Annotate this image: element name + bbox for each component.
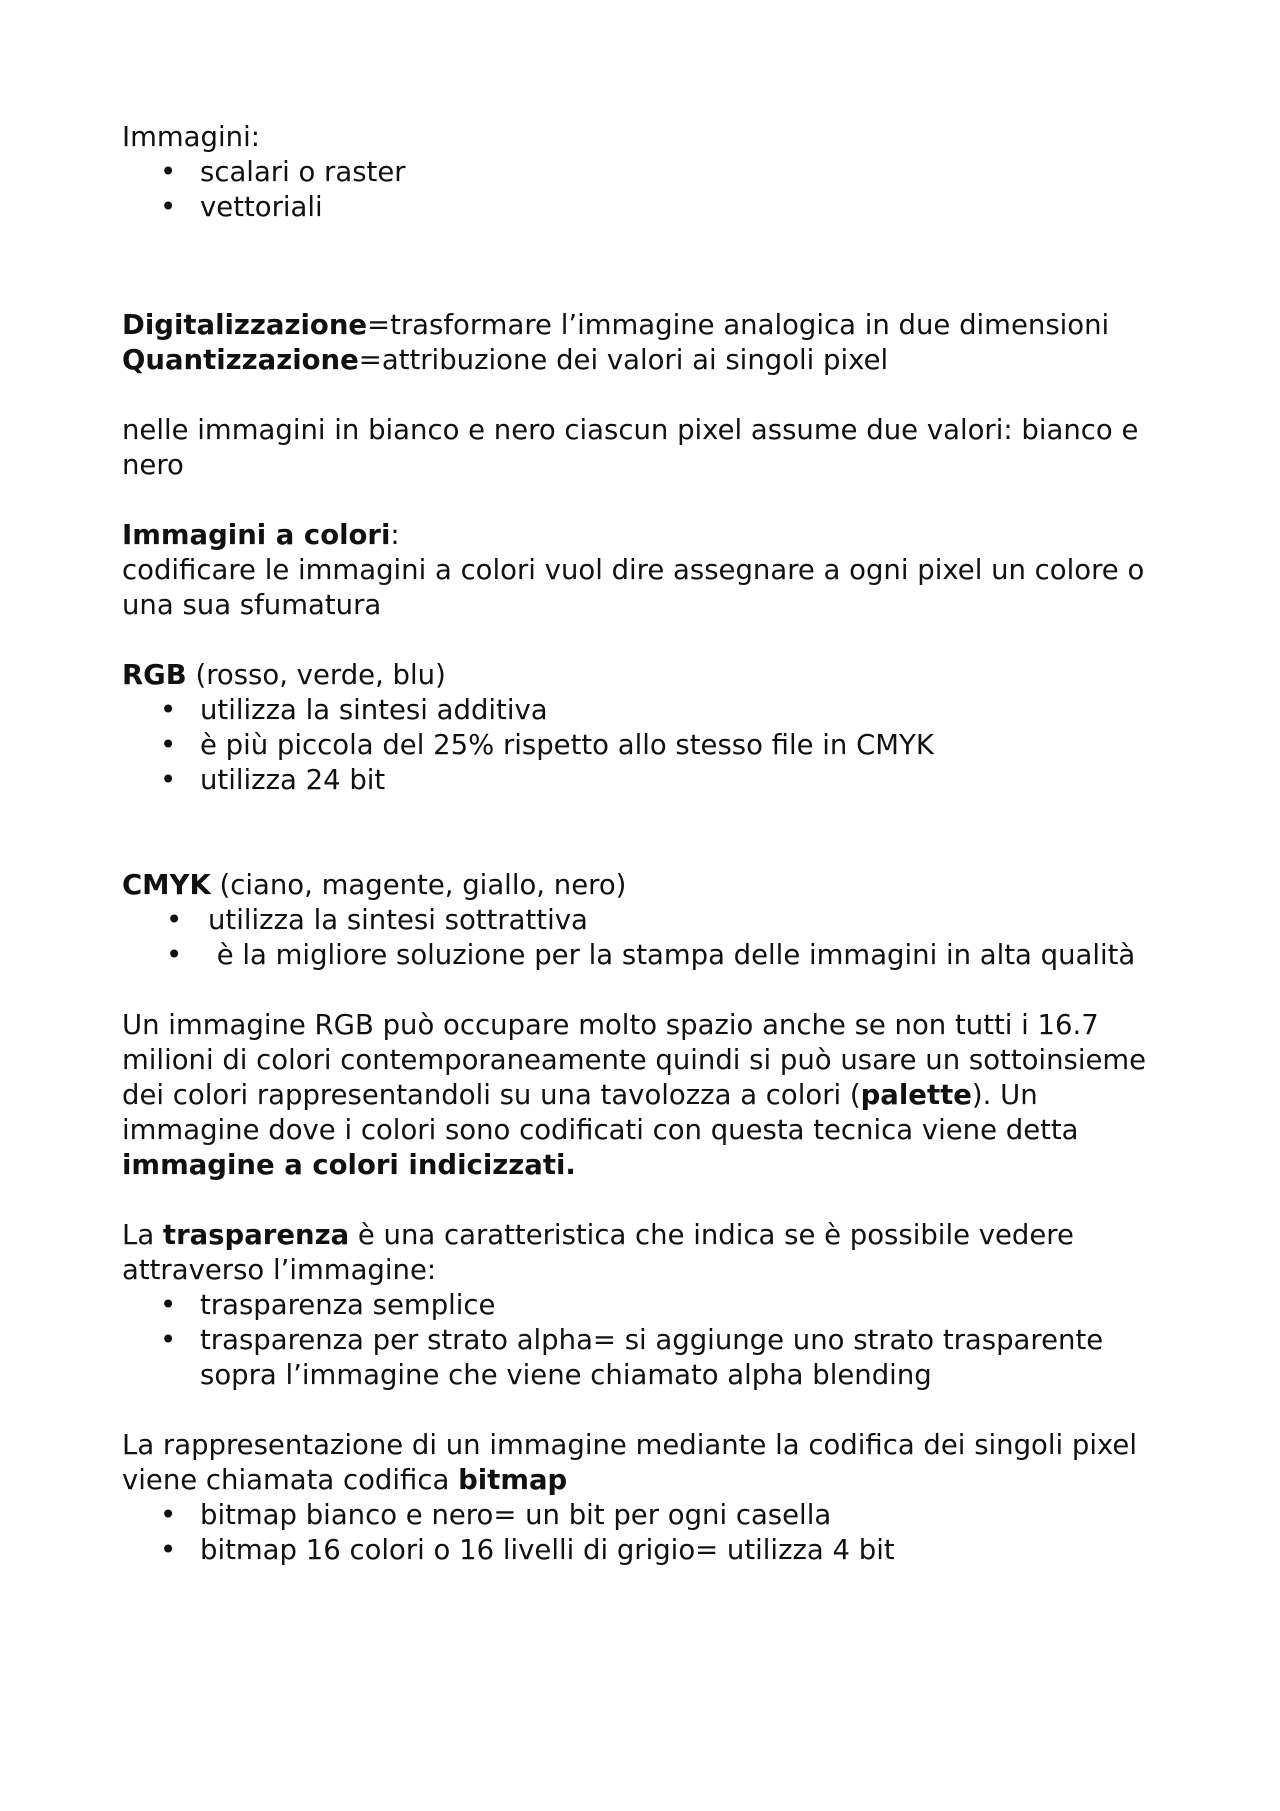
transparency-intro: La <box>122 1219 163 1251</box>
images-list <box>122 155 1182 225</box>
palette-text-2: ). Un immagine dove i colori sono codificati con questa tecnica viene detta <box>122 1079 1079 1146</box>
digitalizzazione-definition <box>122 308 1182 343</box>
color-images-text: codificare le immagini a colori vuol dire assegnare a ogni pixel un colore o una sua sfumatura <box>122 554 1145 621</box>
rgb-desc: (rosso, verde, blu) <box>186 659 446 691</box>
color-images-colon: : <box>390 519 400 551</box>
images-heading: Immagini: <box>122 121 260 153</box>
list-item: • è più piccola del 25% rispetto allo stesso file in CMYK <box>122 728 1182 763</box>
list-item: • vettoriali <box>122 190 1182 225</box>
list-item: • è la migliore soluzione per la stampa delle immagini in alta qualità <box>122 938 1182 973</box>
list-item: • utilizza la sintesi sottrattiva <box>122 903 1182 938</box>
transparency-term: trasparenza <box>162 1219 350 1251</box>
digitalizzazione-text: =trasformare l’immagine analogica in due dimensioni <box>367 309 1110 341</box>
transparency-text: è una caratteristica che indica se è possibile vedere attraverso l’immagine: <box>122 1219 1074 1286</box>
list-item: • trasparenza per strato alpha= si aggiunge uno strato trasparente sopra l’immagine che viene chiamato alpha blending <box>122 1323 1182 1393</box>
color-images-term: Immagini a colori <box>122 519 391 551</box>
quantizzazione-term: Quantizzazione <box>122 344 359 376</box>
document-page <box>122 120 1182 1568</box>
transparency-list <box>122 1288 1182 1393</box>
list-item: • utilizza 24 bit <box>122 763 1182 798</box>
palette-text-1: Un immagine RGB può occupare molto spazio anche se non tutti i 16.7 milioni di colori contemporaneamente quindi si può usare un sottoinsieme dei colori rappresentandoli su una tavolozza a colori ( <box>122 1009 1147 1111</box>
bitmap-list <box>122 1498 1182 1568</box>
color-images-heading <box>122 518 1182 553</box>
bw-paragraph: nelle immagini in bianco e nero ciascun pixel assume due valori: bianco e nero <box>122 414 1139 481</box>
rgb-heading <box>122 658 1182 693</box>
rgb-term: RGB <box>122 659 187 691</box>
list-item: • utilizza la sintesi additiva <box>122 693 1182 728</box>
cmyk-term: CMYK <box>122 869 211 901</box>
bitmap-text: La rappresentazione di un immagine mediante la codifica dei singoli pixel viene chiamata codifica <box>122 1429 1137 1496</box>
cmyk-heading <box>122 868 1182 903</box>
list-item: • bitmap 16 colori o 16 livelli di grigio= utilizza 4 bit <box>122 1533 1182 1568</box>
rgb-list <box>122 693 1182 798</box>
list-item: • scalari o raster <box>122 155 1182 190</box>
indexed-colors-term: immagine a colori indicizzati. <box>122 1149 576 1181</box>
palette-term: palette <box>860 1079 972 1111</box>
palette-paragraph <box>122 1008 1182 1183</box>
cmyk-desc: (ciano, magente, giallo, nero) <box>210 869 627 901</box>
bitmap-paragraph <box>122 1428 1182 1498</box>
digitalizzazione-term: Digitalizzazione <box>122 309 368 341</box>
list-item: • bitmap bianco e nero= un bit per ogni casella <box>122 1498 1182 1533</box>
quantizzazione-text: =attribuzione dei valori ai singoli pixel <box>358 344 889 376</box>
cmyk-list <box>122 903 1182 973</box>
bitmap-term: bitmap <box>458 1464 568 1496</box>
transparency-paragraph <box>122 1218 1182 1288</box>
quantizzazione-definition <box>122 343 1182 378</box>
list-item: • trasparenza semplice <box>122 1288 1182 1323</box>
